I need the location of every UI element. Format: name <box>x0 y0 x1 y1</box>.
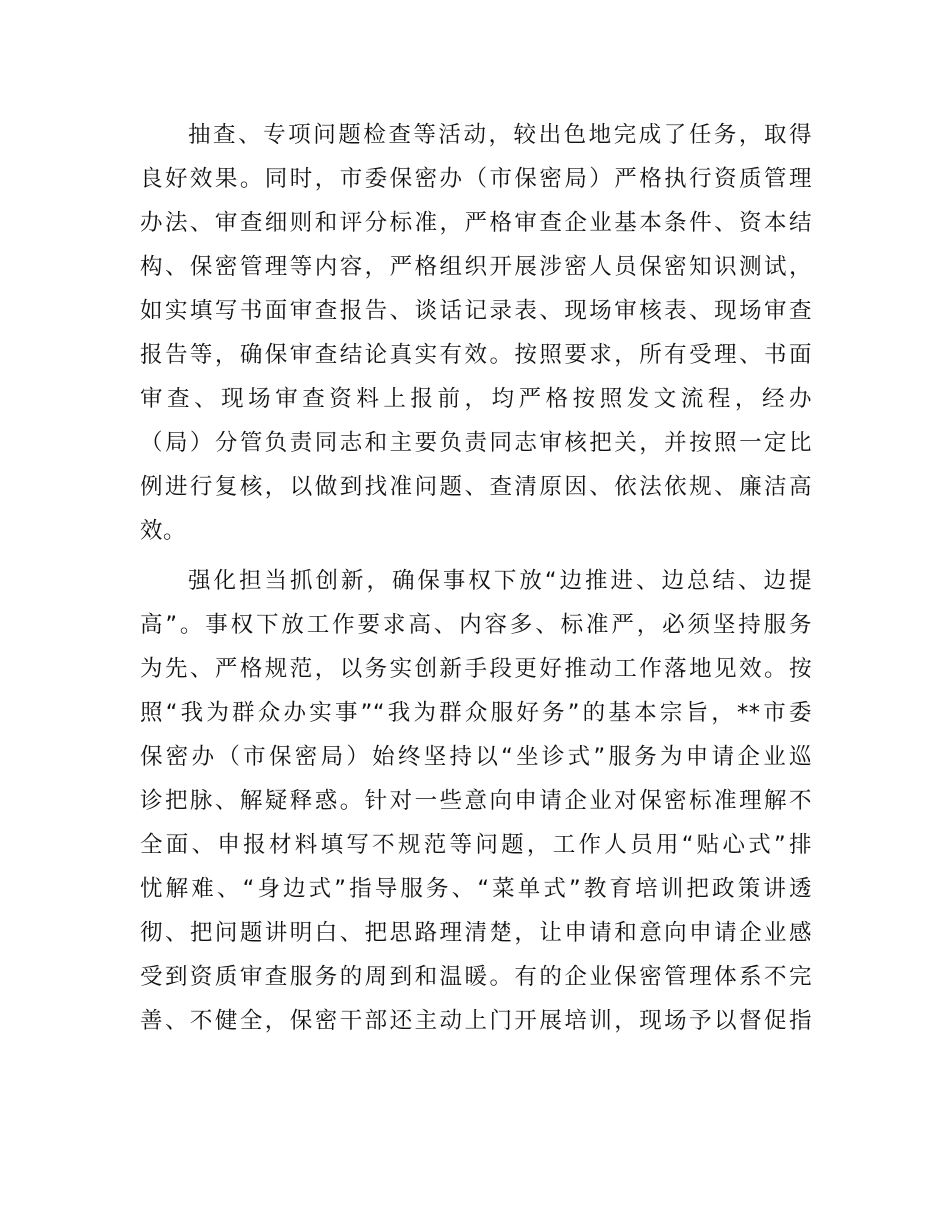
paragraph-1-line-10: 效。 <box>140 518 187 544</box>
paragraph-1-line-5: 如实填写书面审查报告、谈话记录表、现场审核表、现场审查 <box>140 298 812 324</box>
paragraph-2-line-6: 诊把脉、解疑释惑。针对一些意向申请企业对保密标准理解不 <box>140 788 812 814</box>
paragraph-1-line-3: 办法、审查细则和评分标准，严格审查企业基本条件、资本结 <box>140 210 812 236</box>
paragraph-2-line-7: 全面、申报材料填写不规范等问题，工作人员用“贴心式”排 <box>140 832 812 858</box>
paragraph-2-line-4: 照“我为群众办实事”“我为群众服好务”的基本宗旨，**市委 <box>140 700 812 726</box>
paragraph-1-line-7: 审查、现场审查资料上报前，均严格按照发文流程，经办 <box>140 386 812 412</box>
paragraph-1-line-6: 报告等，确保审查结论真实有效。按照要求，所有受理、书面 <box>140 342 812 368</box>
paragraph-2-line-5: 保密办（市保密局）始终坚持以“坐诊式”服务为申请企业巡 <box>140 744 812 770</box>
paragraph-2-line-10: 受到资质审查服务的周到和温暖。有的企业保密管理体系不完 <box>140 964 812 990</box>
paragraph-1-line-2: 良好效果。同时，市委保密办（市保密局）严格执行资质管理 <box>140 166 812 192</box>
paragraph-1-line-1: 抽查、专项问题检查等活动，较出色地完成了任务，取得 <box>188 122 812 148</box>
paragraph-2-line-2: 高”。事权下放工作要求高、内容多、标准严，必须坚持服务 <box>140 612 812 638</box>
paragraph-2-line-1: 强化担当抓创新，确保事权下放“边推进、边总结、边提 <box>188 568 812 594</box>
paragraph-2-line-9: 彻、把问题讲明白、把思路理清楚，让申请和意向申请企业感 <box>140 920 812 946</box>
paragraph-2-line-3: 为先、严格规范，以务实创新手段更好推动工作落地见效。按 <box>140 656 812 682</box>
paragraph-1-line-4: 构、保密管理等内容，严格组织开展涉密人员保密知识测试， <box>140 254 812 280</box>
paragraph-1-line-8: （局）分管负责同志和主要负责同志审核把关，并按照一定比 <box>140 430 812 456</box>
paragraph-2-line-11: 善、不健全，保密干部还主动上门开展培训，现场予以督促指 <box>140 1008 812 1034</box>
paragraph-1-line-9: 例进行复核，以做到找准问题、查清原因、依法依规、廉洁高 <box>140 474 812 500</box>
paragraph-2-line-8: 忧解难、“身边式”指导服务、“菜单式”教育培训把政策讲透 <box>140 876 812 902</box>
